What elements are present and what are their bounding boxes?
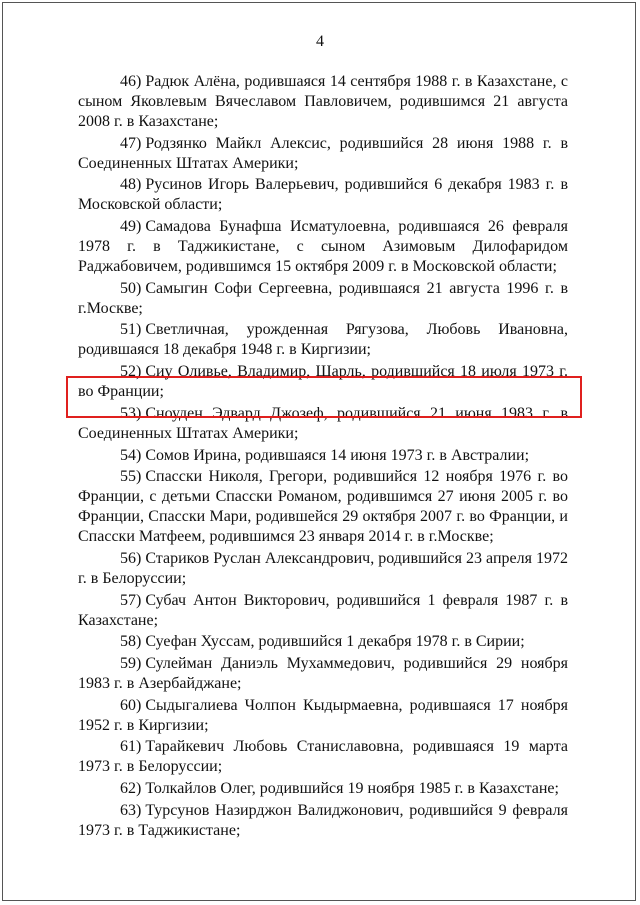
entry-number: 51) bbox=[120, 321, 142, 339]
entry-number: 60) bbox=[120, 696, 142, 714]
list-item bbox=[78, 696, 568, 736]
entry-text: Русинов Игорь Валерьевич, родившийся 6 декабря 1983 г. в Московской области; bbox=[78, 176, 568, 214]
entry-text: Турсунов Назирджон Валиджонович, родившийся 9 февраля 1973 г. в Таджикистане; bbox=[78, 801, 568, 839]
entry-text: Самыгин Софи Сергеевна, родившаяся 21 августа 1996 г. в г.Москве; bbox=[78, 279, 568, 317]
entry-number: 47) bbox=[120, 134, 142, 152]
entry-number: 57) bbox=[120, 591, 142, 609]
list-item bbox=[78, 779, 568, 799]
entry-number: 48) bbox=[120, 176, 142, 194]
entry-text: Сулейман Даниэль Мухаммедович, родившийся 29 ноября 1983 г. в Азербайджане; bbox=[78, 654, 568, 692]
entry-text: Субач Антон Викторович, родившийся 1 февраля 1987 г. в Казахстане; bbox=[78, 591, 568, 629]
entry-text: Суефан Хуссам, родившийся 1 декабря 1978 г. в Сирии; bbox=[145, 633, 525, 651]
entry-number: 50) bbox=[120, 279, 142, 297]
list-item bbox=[78, 362, 568, 402]
list-item bbox=[78, 279, 568, 319]
entry-text: Толкайлов Олег, родившийся 19 ноября 1985 г. в Казахстане; bbox=[145, 780, 559, 797]
list-item bbox=[78, 737, 568, 777]
entry-number: 55) bbox=[120, 468, 142, 486]
entry-number: 54) bbox=[120, 446, 142, 464]
list-item bbox=[78, 217, 568, 277]
entry-text: Спасски Николя, Грегори, родившийся 12 ноября 1976 г. во Франции, с детьми Спасски Романом, родившимся 27 июня 2005 г. во Франции, Спасски Мари, родившейся 29 октября 2007 г. во Франции, и Спасски Матфеем, родившимся 23 января 2014 г. в г.Москве; bbox=[78, 468, 568, 546]
entry-number: 61) bbox=[120, 738, 142, 756]
entry-number: 52) bbox=[120, 363, 142, 381]
entry-number: 46) bbox=[120, 73, 142, 90]
list-item bbox=[78, 446, 568, 466]
entry-number: 58) bbox=[120, 633, 142, 651]
entry-number: 62) bbox=[120, 780, 142, 797]
entry-text: Сыдыгалиева Чолпон Кыдырмаевна, родившаяся 17 ноября 1952 г. в Киргизии; bbox=[78, 696, 568, 734]
page-number: 4 bbox=[316, 33, 324, 50]
entry-text: Сомов Ирина, родившаяся 14 июня 1973 г. в Австралии; bbox=[145, 446, 530, 464]
list-item-highlighted bbox=[78, 404, 568, 444]
entry-list bbox=[78, 72, 568, 842]
entry-text: Сиу Оливье, Владимир, Шарль, родившийся 18 июля 1973 г. во Франции; bbox=[78, 363, 568, 401]
list-item bbox=[78, 175, 568, 215]
entry-number: 53) bbox=[120, 404, 142, 422]
list-item bbox=[78, 134, 568, 174]
list-item bbox=[78, 591, 568, 631]
entry-number: 63) bbox=[120, 801, 142, 819]
list-item bbox=[78, 801, 568, 841]
list-item bbox=[78, 320, 568, 360]
entry-text: Тарайкевич Любовь Станиславовна, родившаяся 19 марта 1973 г. в Белоруссии; bbox=[78, 738, 568, 776]
list-item bbox=[78, 467, 568, 547]
list-item bbox=[78, 549, 568, 589]
entry-number: 49) bbox=[120, 218, 142, 236]
entry-text: Светличная, урожденная Рягузова, Любовь Ивановна, родившаяся 18 декабря 1948 г. в Киргизии; bbox=[78, 321, 568, 359]
entry-text: Стариков Руслан Александрович, родившийся 23 апреля 1972 г. в Белоруссии; bbox=[78, 549, 568, 587]
entry-number: 59) bbox=[120, 654, 142, 672]
entry-number: 56) bbox=[120, 549, 142, 567]
entry-text: Самадова Бунафша Исматулоевна, родившаяся 26 февраля 1978 г. в Таджикистане, с сыном Азимовым Дилофаридом Раджабовичем, родившимся 15 октября 2009 г. в Московской области; bbox=[78, 218, 568, 276]
list-item bbox=[78, 632, 568, 652]
list-item bbox=[78, 72, 568, 132]
entry-text: Радюк Алёна, родившаяся 14 сентября 1988 г. в Казахстане, с сыном Яковлевым Вячеславом Павловичем, родившимся 21 августа 2008 г. в Казахстане; bbox=[78, 73, 568, 130]
list-item bbox=[78, 654, 568, 694]
entry-text: Родзянко Майкл Алексис, родившийся 28 июня 1988 г. в Соединенных Штатах Америки; bbox=[78, 134, 568, 172]
entry-text: Сноуден Эдвард Джозеф, родившийся 21 июня 1983 г. в Соединенных Штатах Америки; bbox=[78, 404, 568, 442]
